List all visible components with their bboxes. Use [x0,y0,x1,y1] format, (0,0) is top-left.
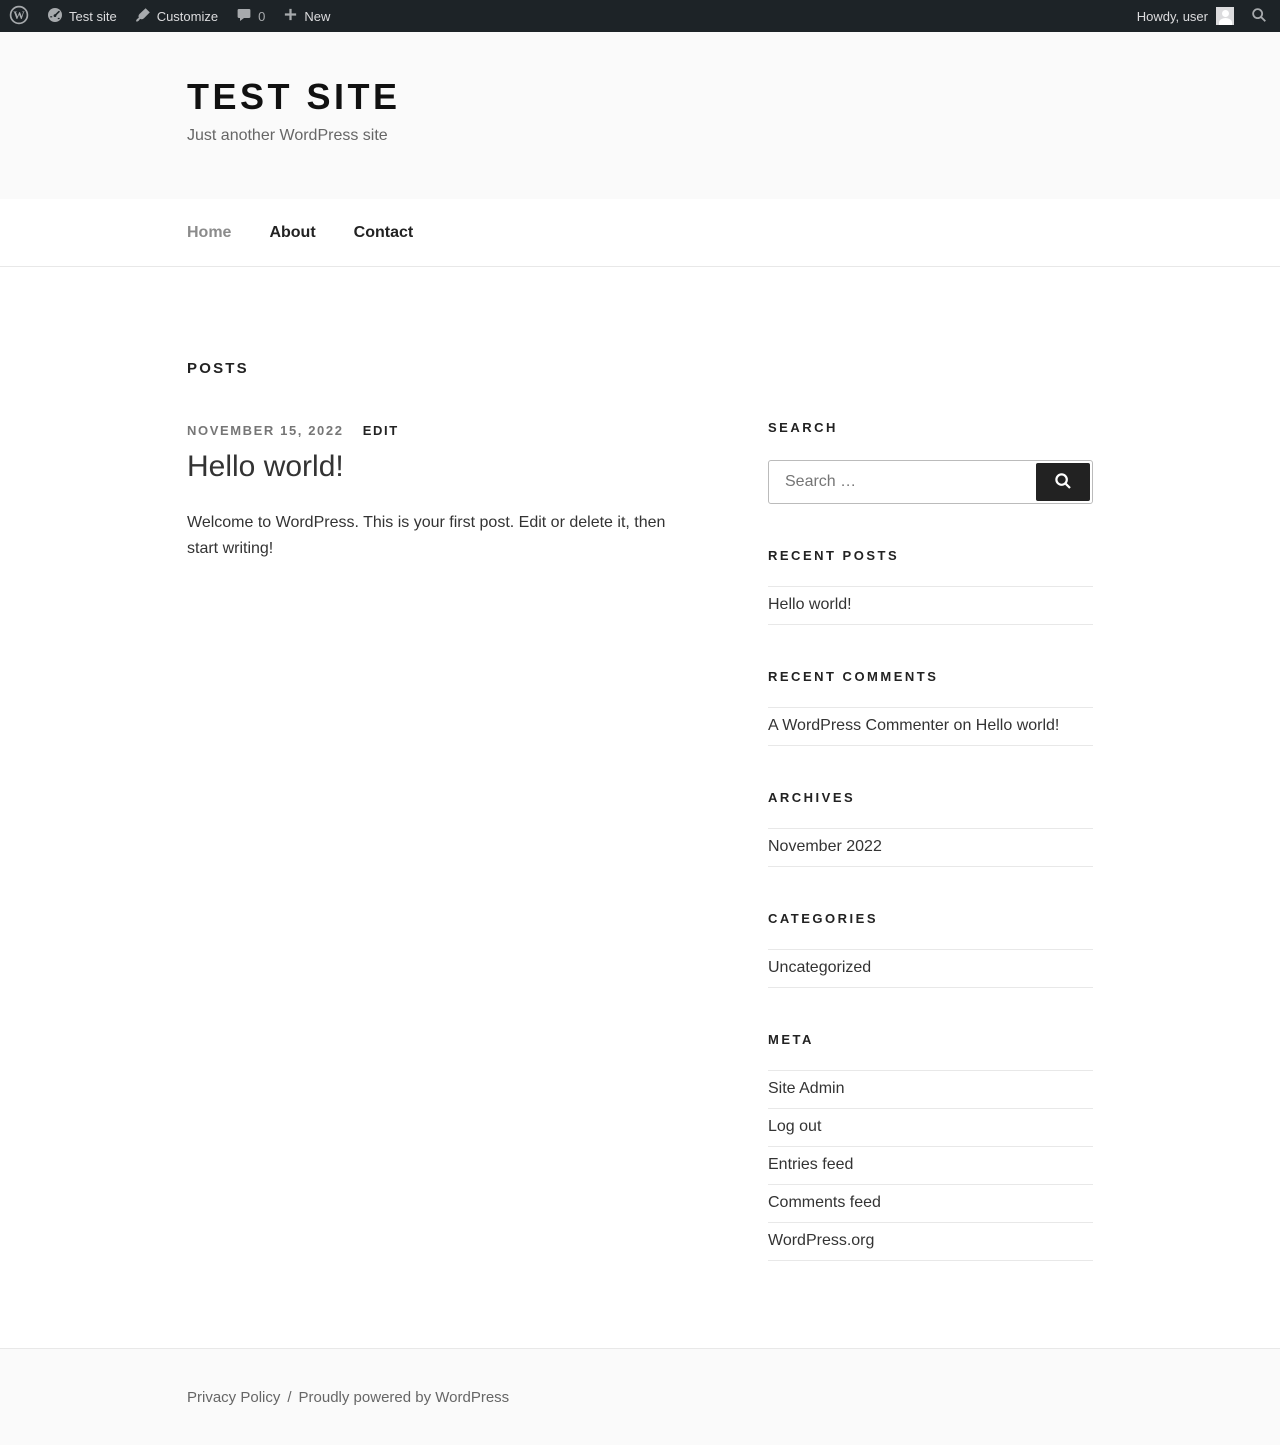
site-header [0,32,1280,199]
meta-entries-feed-link[interactable]: Entries feed [768,1156,854,1173]
list-item [768,708,1093,746]
recent-posts-title: RECENT POSTS [768,548,900,563]
content-area [187,267,1093,1348]
post-title [187,450,682,484]
top-navigation [0,199,1280,267]
archives-title: ARCHIVES [768,790,856,805]
meta-title: META [768,1032,814,1047]
footer-credits [187,1389,1093,1406]
archive-link[interactable]: November 2022 [768,838,882,855]
recent-post-link[interactable]: Hello world! [768,596,852,613]
meta-site-admin-link[interactable]: Site Admin [768,1080,845,1097]
search-submit-icon [1053,471,1073,494]
posts-column [187,360,682,1348]
customize-label: Customize [156,8,219,24]
site-tagline: Just another WordPress site [187,127,388,144]
list-item [768,1223,1093,1261]
wordpress-logo-icon [9,5,29,28]
post-edit-link[interactable]: EDIT [362,423,399,438]
comment-count: 0 [258,8,266,24]
site-footer [0,1348,1280,1445]
list-item [768,1185,1093,1223]
nav-item-about[interactable]: About [269,223,316,241]
new-plus-icon [283,7,298,25]
site-name-label: Test site [69,8,117,24]
meta-widget [768,1032,1093,1261]
post-date-link[interactable]: NOVEMBER 15, 2022 [187,423,344,438]
list-item [768,1109,1093,1147]
list-item [768,950,1093,988]
category-link[interactable]: Uncategorized [768,959,872,976]
site-name-menu[interactable] [38,0,126,32]
search-icon [1250,6,1268,27]
new-label: New [304,8,331,24]
search-submit-button[interactable] [1036,463,1090,501]
dashboard-icon [47,7,63,26]
comments-bubble-icon [236,7,252,26]
recent-posts-widget [768,548,1093,625]
search-widget [768,420,1093,504]
comment-post-link[interactable]: Hello world! [975,717,1060,734]
powered-by-link[interactable]: Proudly powered by WordPress [298,1388,510,1406]
list-item [768,1147,1093,1185]
meta-comments-feed-link[interactable]: Comments feed [768,1194,881,1211]
post-body: Welcome to WordPress. This is your first post. Edit or delete it, then start writing! [187,514,666,558]
post-title-link[interactable]: Hello world! [187,450,344,483]
admin-search-button[interactable] [1250,6,1268,27]
nav-item-contact[interactable]: Contact [353,223,414,241]
customize-menu[interactable] [126,0,227,32]
search-form [768,460,1093,504]
meta-log-out-link[interactable]: Log out [768,1118,822,1135]
categories-widget [768,911,1093,988]
new-content-menu[interactable] [274,0,339,32]
footer-separator: / [287,1388,292,1406]
post-article [187,423,682,562]
user-avatar [1216,7,1234,25]
admin-bar-right [1137,6,1268,27]
page-title: POSTS [187,360,249,377]
comments-menu[interactable] [227,0,274,32]
wp-logo-menu[interactable] [0,0,38,32]
howdy-label: Howdy, user [1136,8,1208,24]
my-account-menu[interactable] [1137,7,1234,25]
privacy-policy-link[interactable]: Privacy Policy [187,1388,281,1406]
customize-brush-icon [135,7,151,26]
recent-comments-widget [768,669,1093,746]
recent-comments-title: RECENT COMMENTS [768,669,939,684]
comment-connector: on [949,717,976,734]
meta-wordpress-org-link[interactable]: WordPress.org [768,1232,875,1249]
categories-title: CATEGORIES [768,911,878,926]
search-widget-title: SEARCH [768,420,838,435]
comment-author-link[interactable]: A WordPress Commenter [768,717,950,734]
list-item [768,829,1093,867]
archives-widget [768,790,1093,867]
site-title-link[interactable]: TEST SITE [187,76,401,117]
list-item [768,1071,1093,1109]
nav-item-home[interactable]: Home [187,223,232,241]
post-meta [187,423,682,438]
sidebar [768,420,1093,1348]
site-title [187,76,1093,118]
list-item [768,587,1093,625]
wp-admin-bar [0,0,1280,32]
svg-text:W: W [13,9,25,22]
